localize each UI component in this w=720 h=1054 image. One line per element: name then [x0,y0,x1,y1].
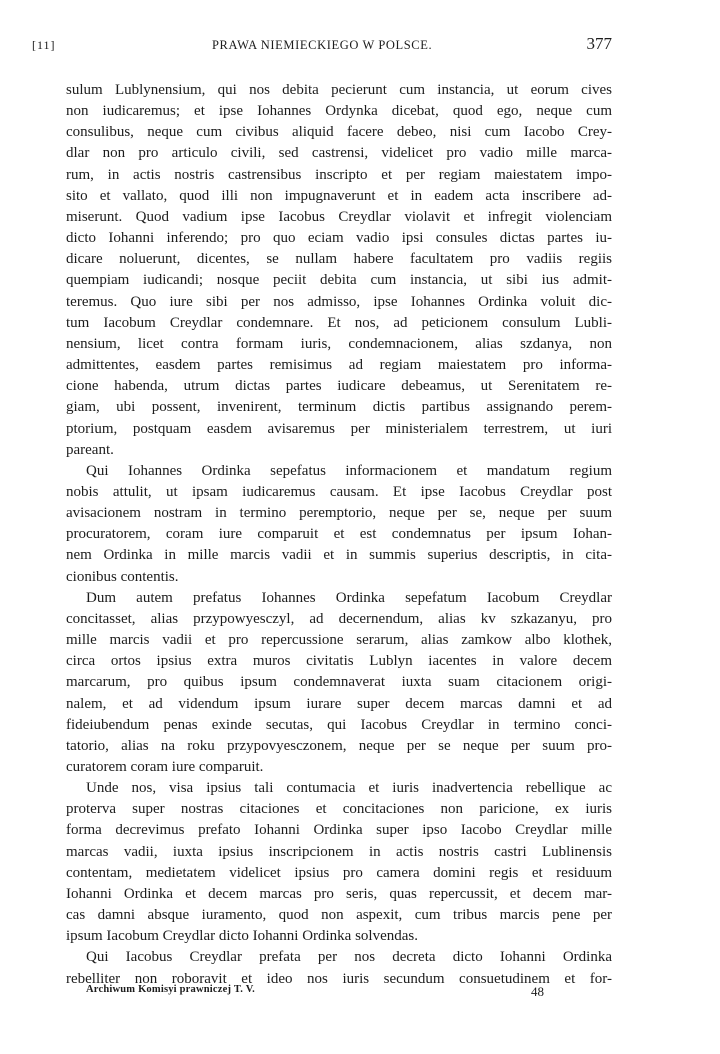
text-line: marcas vadii, iuxta ipsius inscripcionem in actis nostris castri Lublinensis [66,843,612,860]
paragraph [66,80,612,461]
section-marker: [11] [32,38,56,52]
text-line: circa ortos ipsius extra muros civitatis Lublyn iacentes in valore decem [66,653,612,670]
footer-signature: 48 [531,984,544,999]
page-number: 377 [586,34,612,53]
text-line: rebelliter non roboravit et ideo nos iuris secundum consuetudinem et for- [66,970,612,987]
text-line: proterva super nostras citaciones et concitaciones non paricione, ex iuris [66,801,612,818]
text-line: contentam, medietatem videlicet ipsius pro camera domini regis et residuum [66,864,612,881]
text-line: tatorio, alias na roku przypovyesczonem, neque per se neque per suum pro- [66,737,612,754]
text-line: fideiubendum penas exinde secutas, qui Iacobus Creydlar in termino conci- [66,716,612,733]
text-line: concitasset, alias przypowyesczyl, ad decernendum, alias kv szkazanyu, pro [66,610,612,627]
text-line: cione habenda, utrum dictas partes iudicare debeamus, ut Serenitatem re- [66,378,612,395]
text-line: mille marcis vadii et pro repercussione serarum, alias zamkow albo klothek, [66,632,612,649]
text-line: cas damni absque iuramento, quod non aspexit, cum tribus marcis pene per [66,907,612,924]
text-line: miserunt. Quod vadium ipse Iacobus Creydlar violavit et infregit violenciam [66,208,612,225]
body-text [66,80,612,990]
text-line: admittentes, easdem partes remisimus ad regiam maiestatem pro informa- [66,357,612,374]
paragraph [66,461,612,588]
text-line: marcarum, pro quibus ipsum condemnaverat iuxta suam citacionem origi- [66,674,612,691]
text-line: Unde nos, visa ipsius tali contumacia et iuris inadvertencia rebellique ac [86,780,612,797]
text-line: nem Ordinka in mille marcis vadii et in summis superius descriptis, in cita- [66,547,612,564]
text-line: dlar non pro articulo civili, sed castrensi, videlicet pro vadio mille marca- [66,145,612,162]
text-line: tum Iacobum Creydlar condemnare. Et nos, ad peticionem consulum Lubli- [66,314,612,331]
text-line: non iudicaremus; et ipse Iohannes Ordynka dicebat, quod ego, neque cum [66,103,612,120]
paragraph [66,778,612,947]
text-line: nensium, licet contra formam iuris, condemnacionem, alias szdanya, non [66,335,612,352]
text-line: sulum Lublynensium, qui nos debita pecierunt cum instancia, ut eorum cives [66,82,612,98]
text-line: curatorem coram iure comparuit. [66,759,264,775]
running-title: PRAWA NIEMIECKIEGO W POLSCE. [212,38,433,52]
text-line: consulibus, neque cum civibus aliquid facere debeo, nisi cum Iacobo Crey- [66,124,612,141]
text-line: cionibus contentis. [66,568,179,585]
text-line: Qui Iohannes Ordinka sepefatus informacionem et mandatum regium [86,462,612,479]
page-footer [86,984,556,1008]
text-line: ptorium, postquam easdem avisaremus per ministerialem terrestrem, ut iuri [66,420,612,437]
text-line: procuratorem, coram iure comparuit et est condemnatus per ipsum Iohan- [66,526,612,543]
text-line: Qui Iacobus Creydlar prefata per nos decreta dicto Iohanni Ordinka [86,949,612,966]
paragraph [66,588,612,778]
page-header [32,34,612,64]
text-line: forma decrevimus prefato Iohanni Ordinka super ipso Iacobo Creydlar mille [66,822,612,839]
text-line: nobis attulit, ut ipsam iudicaremus causam. Et ipse Iacobus Creydlar post [66,483,612,500]
text-line: Iohanni Ordinka et decem marcas pro seris, quas repercussit, et decem mar- [66,885,612,902]
text-line: rum, in actis nostris castrensibus inscripto et per regiam maiestatem impo- [66,166,612,183]
text-line: sito et vallato, quod illi non impugnaverunt et in eadem acta inscribere ad- [66,187,612,204]
text-line: nalem, et ad videndum ipsum iurare super decem marcas damni et ad [66,695,612,712]
text-line: giam, ubi possent, invenirent, terminum dictis partibus assignando perem- [66,399,612,416]
text-line: teremus. Quo iure sibi per nos admisso, ipse Iohannes Ordinka voluit dic- [66,293,612,310]
text-line: dicto Iohanni inferendo; pro quo eciam vadio ipsi consules dictas partes iu- [66,230,612,247]
text-line: quempiam iudicandi; nosque peciit debita cum instancia, ut sibi ius admit- [66,272,612,289]
text-line: avisacionem nostram in termino peremptorio, neque per se, neque per suum [66,505,612,522]
text-line: Dum autem prefatus Iohannes Ordinka sepefatum Iacobum Creydlar [86,589,612,606]
text-line: pareant. [66,441,114,458]
text-line: dicare noluerunt, dicentes, se nullam habere facultatem pro vadiis regiis [66,251,612,268]
footer-publication: Archiwum Komisyi prawniczej T. V. [86,984,255,995]
text-line: ipsum Iacobum Creydlar dicto Iohanni Ordinka solvendas. [66,928,419,945]
